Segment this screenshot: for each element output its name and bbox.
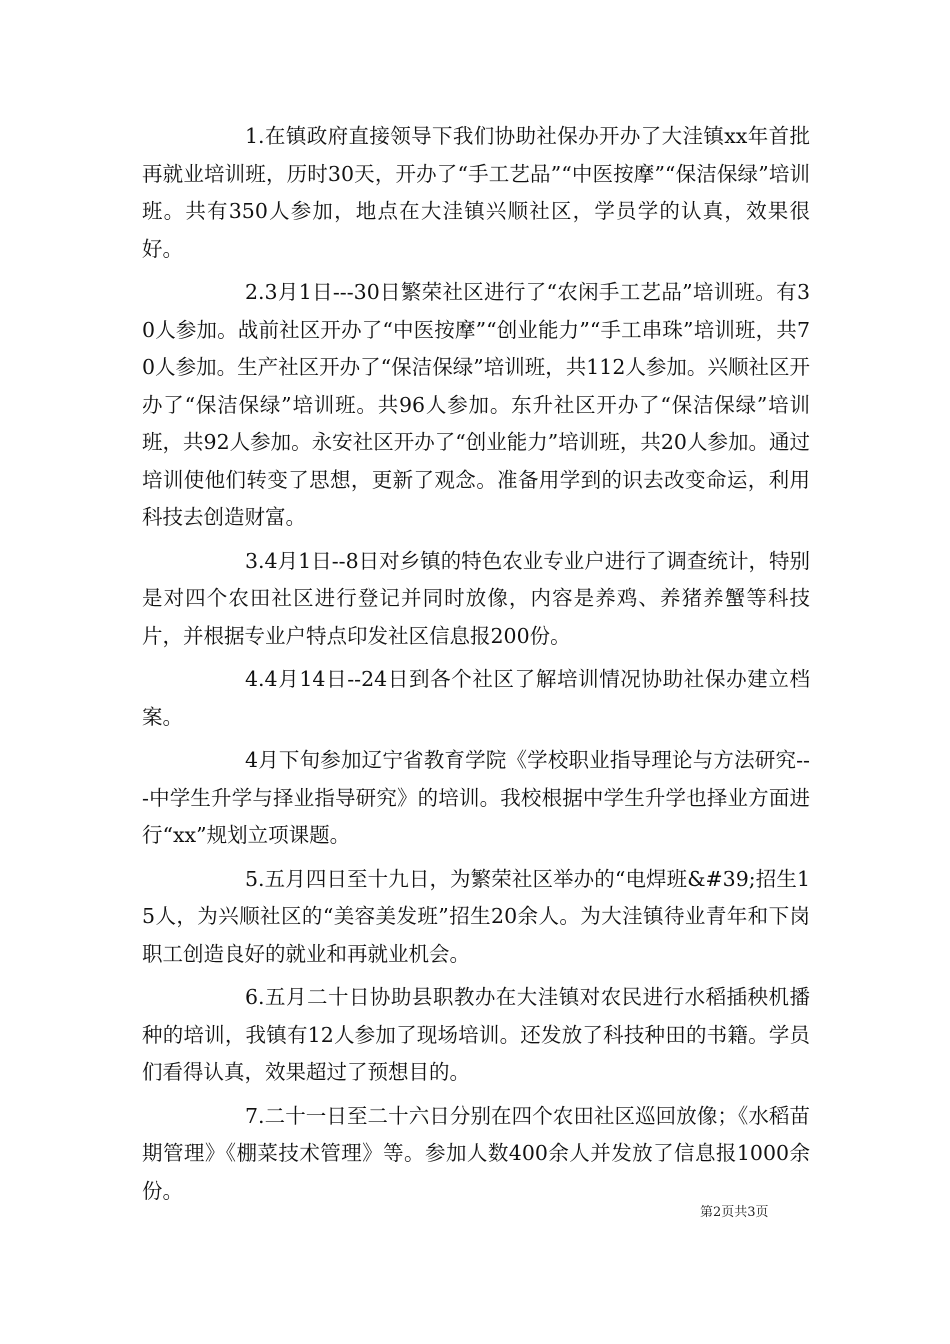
document-body bbox=[142, 118, 810, 1216]
paragraph-7: 6.五月二十日协助县职教办在大洼镇对农民进行水稻插秧机播种的培训，我镇有12人参加了现场培训。还发放了科技种田的书籍。学员们看得认真，效果超过了预想目的。 bbox=[142, 985, 810, 1084]
paragraph-8: 7.二十一日至二十六日分别在四个农田社区巡回放像；《水稻苗期管理》《棚菜技术管理》等。参加人数400余人并发放了信息报1000余份。 bbox=[142, 1103, 810, 1203]
paragraph-6: 5.五月四日至十九日，为繁荣社区举办的“电焊班&#39;招生15人，为兴顺社区的“美容美发班”招生20余人。为大洼镇待业青年和下岗职工创造良好的就业和再就业机会。 bbox=[142, 866, 810, 966]
paragraph-4: 4.4月14日--24日到各个社区了解培训情况协助社保办建立档案。 bbox=[142, 667, 810, 729]
page-number-footer: 第2页共3页 bbox=[700, 1205, 769, 1220]
paragraph-5: 4月下旬参加辽宁省教育学院《学校职业指导理论与方法研究---中学生升学与择业指导研究》的培训。我校根据中学生升学也择业方面进行“xx”规划立项课题。 bbox=[142, 748, 810, 847]
paragraph-1: 1.在镇政府直接领导下我们协助社保办开办了大洼镇xx年首批再就业培训班，历时30天，开办了“手工艺品”“中医按摩”“保洁保绿”培训班。共有350人参加，地点在大洼镇兴顺社区，学员学的认真，效果很好。 bbox=[142, 124, 810, 261]
paragraph-2: 2.3月1日---30日繁荣社区进行了“农闲手工艺品”培训班。有30人参加。战前社区开办了“中医按摩”“创业能力”“手工串珠”培训班，共70人参加。生产社区开办了“保洁保绿”培训班，共112人参加。兴顺社区开办了“保洁保绿”培训班。共96人参加。东升社区开办了“保洁保绿”培训班，共92人参加。永安社区开办了“创业能力”培训班，共20人参加。通过培训使他们转变了思想，更新了观念。准备用学到的识去改变命运，利用科技去创造财富。 bbox=[142, 280, 810, 529]
paragraph-3: 3.4月1日--8日对乡镇的特色农业专业户进行了调查统计，特别是对四个农田社区进行登记并同时放像，内容是养鸡、养猪养蟹等科技片，并根据专业户特点印发社区信息报200份。 bbox=[142, 548, 810, 648]
